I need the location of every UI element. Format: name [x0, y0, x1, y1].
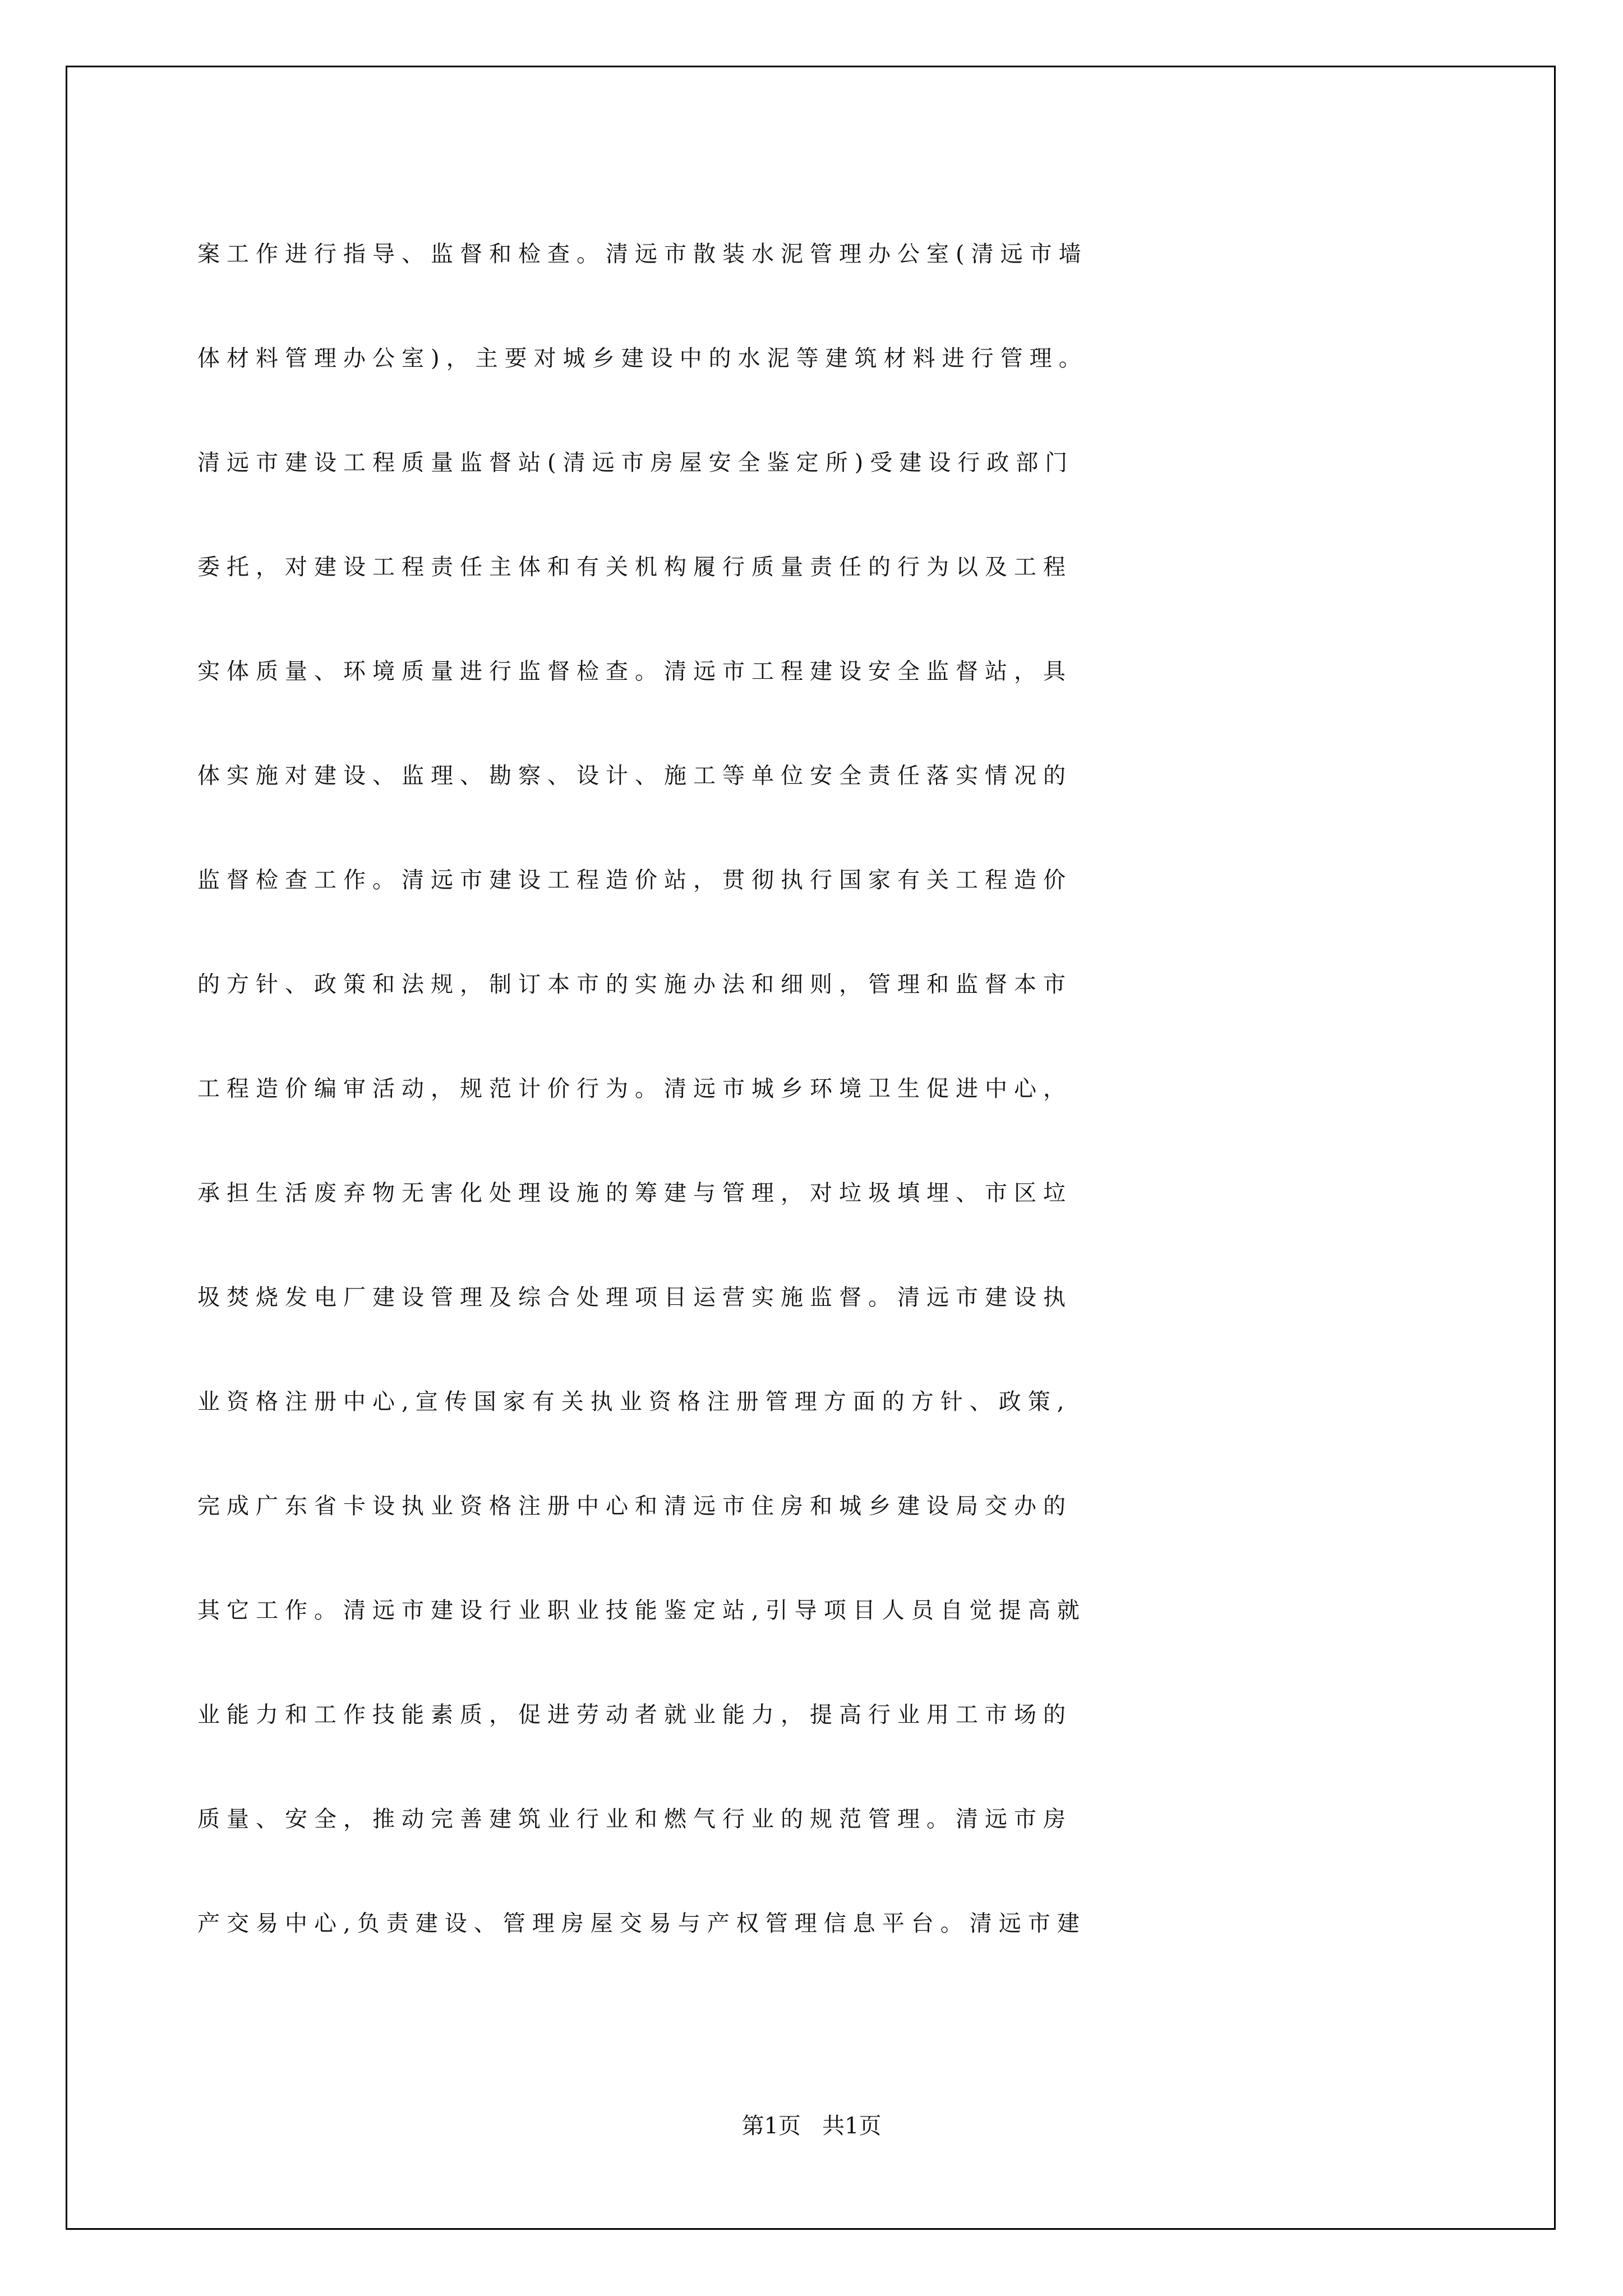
text-line: 委托，对建设工程责任主体和有关机构履行质量责任的行为以及工程: [197, 554, 1072, 580]
text-line: 完成广东省卡设执业资格注册中心和清远市住房和城乡建设局交办的: [197, 1493, 1072, 1519]
text-line: 圾焚烧发电厂建设管理及综合处理项目运营实施监督。清远市建设执: [197, 1285, 1072, 1310]
text-line: 其它工作。清远市建设行业职业技能鉴定站,引导项目人员自觉提高就: [197, 1598, 1086, 1623]
body-text: [197, 202, 1487, 1976]
text-line: 质量、安全，推动完善建筑业行业和燃气行业的规范管理。清远市房: [197, 1806, 1072, 1832]
text-line: 清远市建设工程质量监督站(清远市房屋安全鉴定所)受建设行政部门: [197, 450, 1075, 476]
text-line: 的方针、政策和法规，制订本市的实施办法和细则，管理和监督本市: [197, 972, 1072, 997]
text-line: 监督检查工作。清远市建设工程造价站，贯彻执行国家有关工程造价: [197, 867, 1072, 893]
text-line: 体材料管理办公室)，主要对城乡建设中的水泥等建筑材料进行管理。: [197, 346, 1088, 371]
text-line: 案工作进行指导、监督和检查。清远市散装水泥管理办公室(清远市墙: [197, 241, 1088, 267]
text-line: 实体质量、环境质量进行监督检查。清远市工程建设安全监督站，具: [197, 659, 1072, 684]
text-line: 体实施对建设、监理、勘察、设计、施工等单位安全责任落实情况的: [197, 763, 1072, 789]
text-line: 产交易中心,负责建设、管理房屋交易与产权管理信息平台。清远市建: [197, 1911, 1086, 1936]
text-line: 工程造价编审活动，规范计价行为。清远市城乡环境卫生促进中心，: [197, 1076, 1072, 1102]
page-number-footer: 第1页 共1页: [741, 2113, 882, 2139]
text-line: 业能力和工作技能素质，促进劳动者就业能力，提高行业用工市场的: [197, 1702, 1072, 1728]
text-line: 承担生活废弃物无害化处理设施的筹建与管理，对垃圾填埋、市区垃: [197, 1180, 1072, 1206]
text-line: 业资格注册中心,宣传国家有关执业资格注册管理方面的方针、政策,: [197, 1389, 1071, 1415]
